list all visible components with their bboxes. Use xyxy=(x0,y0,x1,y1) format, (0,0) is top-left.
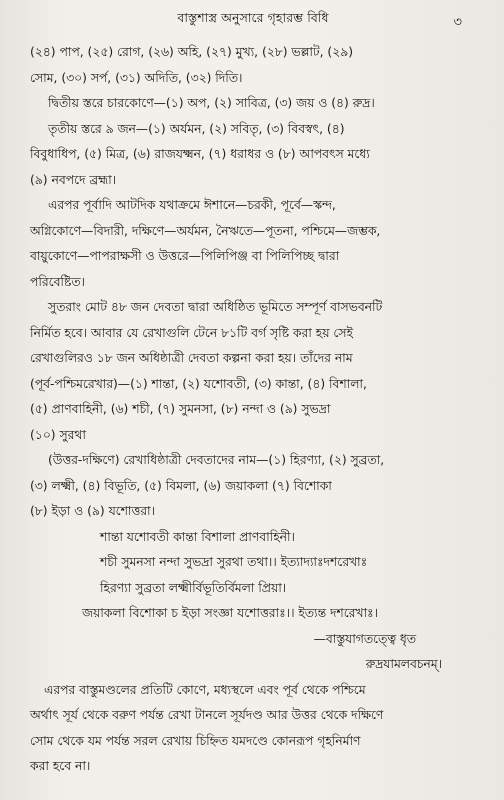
text-line: বিবুধাধিপ, (৫) মিত্র, (৬) রাজযক্ষ্মন, (৭) ধরাধর ও (৮) আপবৎস মধ্যে xyxy=(30,147,370,161)
text-line: (৯) নবপদে ব্রহ্মা। xyxy=(30,172,117,187)
text-line: অর্থাৎ সূর্য থেকে বরুণ পর্যন্ত রেখা টানলে সূর্যদণ্ড আর উত্তর থেকে দক্ষিণে xyxy=(30,708,384,722)
page-header xyxy=(30,0,476,40)
citation-line: —বাস্তুযাগতত্ত্বে ধৃত xyxy=(313,631,416,646)
text-line: করা হবে না। xyxy=(30,759,91,773)
text-line: (৩) লক্ষ্মী, (৪) বিভূতি, (৫) বিমলা, (৬) জয়াকলা (৭) বিশোকা xyxy=(30,478,332,493)
text-line: রেখাগুলিরও ১৮ জন অধিষ্ঠাত্রী দেবতা কল্পনা করা হয়। তাঁদের নাম xyxy=(30,351,353,365)
text-line: (১০) সুরথা xyxy=(30,427,86,442)
text-line: দ্বিতীয় স্তরে চারকোণে—(১) অপ, (২) সাবিত্র, (৩) জয় ও (৪) রুদ্র। xyxy=(48,96,375,110)
text-line: সোম থেকে যম পর্যন্ত সরল রেখায় চিহ্নিত যমদণ্ডে কোনরূপ গৃহনির্মাণ xyxy=(30,733,361,748)
text-line: (পূর্ব-পশ্চিমরেখার)—(১) শান্তা, (২) যশোবতী, (৩) কান্তা, (৪) বিশালা, xyxy=(30,376,367,391)
running-title: বাস্তুশাস্ত্র অনুসারে গৃহারম্ভ বিধি xyxy=(177,10,329,25)
verse-line: শান্তা যশোবতী কান্তা বিশালা প্রাণবাহিনী। xyxy=(100,529,295,544)
text-line: অগ্নিকোণে—বিদারী, দক্ষিণে—অর্যমন, নৈঋতে—পূতনা, পশ্চিমে—জম্ভক, xyxy=(30,223,381,238)
text-line: সোম, (৩০) সর্প, (৩১) অদিতি, (৩২) দিতি। xyxy=(30,70,243,85)
text-line: এরপর বাস্তুমণ্ডলের প্রতিটি কোণে, মধ্যস্থলে এবং পূর্ব থেকে পশ্চিমে xyxy=(44,682,366,697)
text-line: নির্মিত হবে। আবার যে রেখাগুলি টেনে ৮১টি বর্গ সৃষ্টি করা হয় সেই xyxy=(30,325,353,340)
text-line: এরপর পূর্বাদি আটদিক যথাক্রমে ঈশানে—চরকী, পূর্বে—স্কন্দ, xyxy=(48,198,336,212)
text-line: তৃতীয় স্তরে ৯ জন—(১) অর্যমন, (২) সবিতৃ, (৩) বিবস্বৎ, (৪) xyxy=(48,121,345,136)
verse-line: জয়াকলা বিশোকা চ ইড়া সংজ্ঞা যশোত্তরাঃ।। ইত্যন্ত দশরেখাঃ। xyxy=(82,606,378,620)
page-number: ৩ xyxy=(453,15,462,30)
text-line: (২৪) পাপ, (২৫) রোগ, (২৬) অহি, (২৭) মুখ্য, (২৮) ভল্লাট, (২৯) xyxy=(30,45,353,59)
citation-line: রুদ্রযামলবচনম্। xyxy=(365,657,442,671)
text-line: বায়ুকোণে—পাপরাক্ষসী ও উত্তরে—পিলিপিঞ্জ বা পিলিপিচ্ছ দ্বারা xyxy=(30,249,340,263)
text-line: (৮) ইড়া ও (৯) যশোত্তরা। xyxy=(30,504,155,518)
text-line: পরিবেষ্টিত। xyxy=(30,274,85,289)
page-body xyxy=(30,40,476,780)
text-line: (৫) প্রাণবাহিনী, (৬) শচী, (৭) সুমনসা, (৮) নন্দা ও (৯) সুভদ্রা xyxy=(30,402,331,416)
text-line: সুতরাং মোট ৪৮ জন দেবতা দ্বারা অধিষ্ঠিত ভূমিতে সম্পূর্ণ বাসভবনটি xyxy=(48,300,383,314)
text-line: (উত্তর-দক্ষিণে) রেখাধিষ্ঠাত্রী দেবতাদের নাম—(১) হিরণ্যা, (২) সুব্রতা, xyxy=(48,453,385,467)
verse-line: হিরণ্যা সুব্রতা লক্ষ্মীর্বিভূতির্বিমলা প্রিয়া। xyxy=(100,580,287,595)
verse-line: শচী সুমনসা নন্দা সুভদ্রা সুরথা তথা।। ইত্যাদ্যাঃদশরেখাঃ xyxy=(100,555,368,569)
